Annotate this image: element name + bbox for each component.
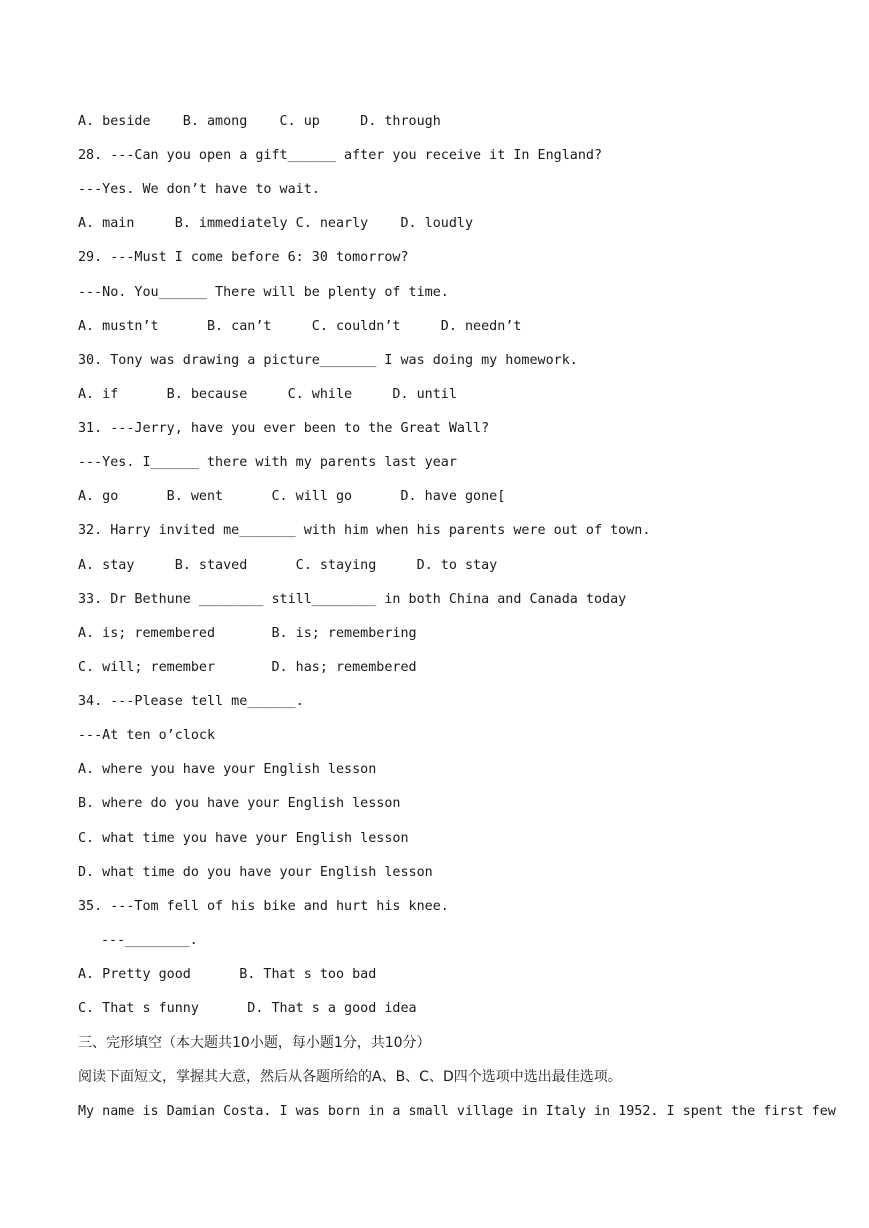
q34-option-c: C. what time you have your English lesson [78, 831, 409, 846]
q32-question: 32. Harry invited me_______ with him when his parents were out of town. [78, 523, 651, 538]
q29-options: A. mustn’t B. can’t C. couldn’t D. needn’t [78, 319, 522, 334]
q35-response: ---________. [101, 933, 198, 948]
q27-options: A. beside B. among C. up D. through [78, 114, 441, 129]
q33-options-ab: A. is; remembered B. is; remembering [78, 626, 417, 641]
q34-option-a: A. where you have your English lesson [78, 762, 377, 777]
q28-question: 28. ---Can you open a gift______ after you receive it In England? [78, 148, 603, 163]
q34-response: ---At ten o’clock [78, 728, 216, 743]
q33-question: 33. Dr Bethune ________ still________ in both China and Canada today [78, 592, 627, 607]
q30-options: A. if B. because C. while D. until [78, 387, 457, 402]
q35-question: 35. ---Tom fell of his bike and hurt his knee. [78, 899, 449, 914]
q30-question: 30. Tony was drawing a picture_______ I was doing my homework. [78, 353, 578, 368]
section-heading: 三、完形填空（本大题共10小题，每小题1分，共10分） [78, 1035, 431, 1051]
q34-option-b: B. where do you have your English lesson [78, 796, 401, 811]
passage-first-line: My name is Damian Costa. I was born in a small village in Italy in 1952. I spent the first few [78, 1104, 836, 1119]
q31-options: A. go B. went C. will go D. have gone[ [78, 489, 506, 504]
q34-question: 34. ---Please tell me______. [78, 694, 304, 709]
q33-options-cd: C. will; remember D. has; remembered [78, 660, 417, 675]
q28-options: A. main B. immediately C. nearly D. loudly [78, 216, 474, 231]
section-instructions: 阅读下面短文，掌握其大意，然后从各题所给的A、B、C、D四个选项中选出最佳选项。 [78, 1069, 622, 1085]
q35-options-cd: C. That s funny D. That s a good idea [78, 1001, 417, 1016]
q35-options-ab: A. Pretty good B. That s too bad [78, 967, 377, 982]
q32-options: A. stay B. staved C. staying D. to stay [78, 558, 498, 573]
q28-response: ---Yes. We don’t have to wait. [78, 182, 320, 197]
q34-option-d: D. what time do you have your English lesson [78, 865, 433, 880]
q31-response: ---Yes. I______ there with my parents last year [78, 455, 457, 470]
q31-question: 31. ---Jerry, have you ever been to the Great Wall? [78, 421, 490, 436]
q29-question: 29. ---Must I come before 6: 30 tomorrow? [78, 250, 409, 265]
q29-response: ---No. You______ There will be plenty of time. [78, 285, 449, 300]
